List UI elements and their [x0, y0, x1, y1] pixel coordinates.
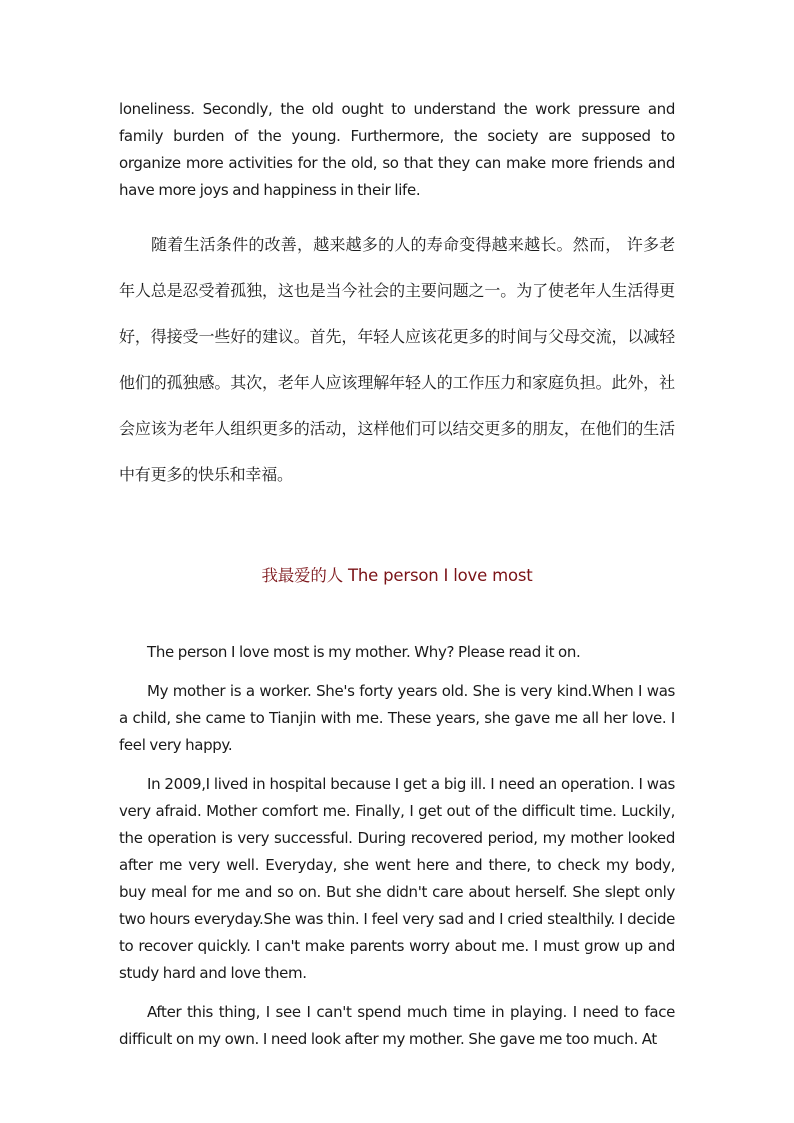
essay-body	[119, 639, 675, 1053]
document-body	[119, 96, 675, 1065]
paragraph: After this thing, I see I can't spend much time in playing. I need to face difficult on my own. I need look after my mother. She gave me too much. At	[119, 1003, 675, 1048]
paragraph: The person I love most is my mother. Why? Please read it on.	[147, 643, 581, 661]
paragraph: 随着生活条件的改善，越来越多的人的寿命变得越来越长。然而， 许多老年人总是忍受着孤独，这也是当今社会的主要问题之一。为了使老年人生活得更好，得接受一些好的建议。首先，年轻人应该花更多的时间与父母交流，以减轻他们的孤独感。其次，老年人应该理解年轻人的工作压力和家庭负担。此外，社会应该为老年人组织更多的活动，这样他们可以结交更多的朋友，在他们的生活中有更多的快乐和幸福。	[119, 235, 675, 484]
previous-essay-chinese	[119, 222, 675, 498]
essay-title: 我最爱的人 The person I love most	[261, 566, 533, 585]
previous-essay-english	[119, 96, 675, 204]
paragraph: My mother is a worker. She's forty years old. She is very kind.When I was a child, she came to Tianjin with me. These years, she gave me all her love. I feel very happy.	[119, 682, 675, 754]
paragraph: loneliness. Secondly, the old ought to understand the work pressure and family burden of the young. Furthermore, the society are supposed to organize more activities for the old, so that they can make more friends and have more joys and happiness in their life.	[119, 100, 675, 199]
paragraph: In 2009,I lived in hospital because I get a big ill. I need an operation. I was very afraid. Mother comfort me. Finally, I get out of the difficult time. Luckily, the operation is very successful. During recovered period, my mother looked after me very well. Everyday, she went here and there, to check my body, buy meal for me and so on. But she didn't care about herself. She slept only two hours everyday.She was thin. I feel very sad and I cried stealthily. I decide to recover quickly. I can't make parents worry about me. I must grow up and study hard and love them.	[119, 775, 675, 982]
